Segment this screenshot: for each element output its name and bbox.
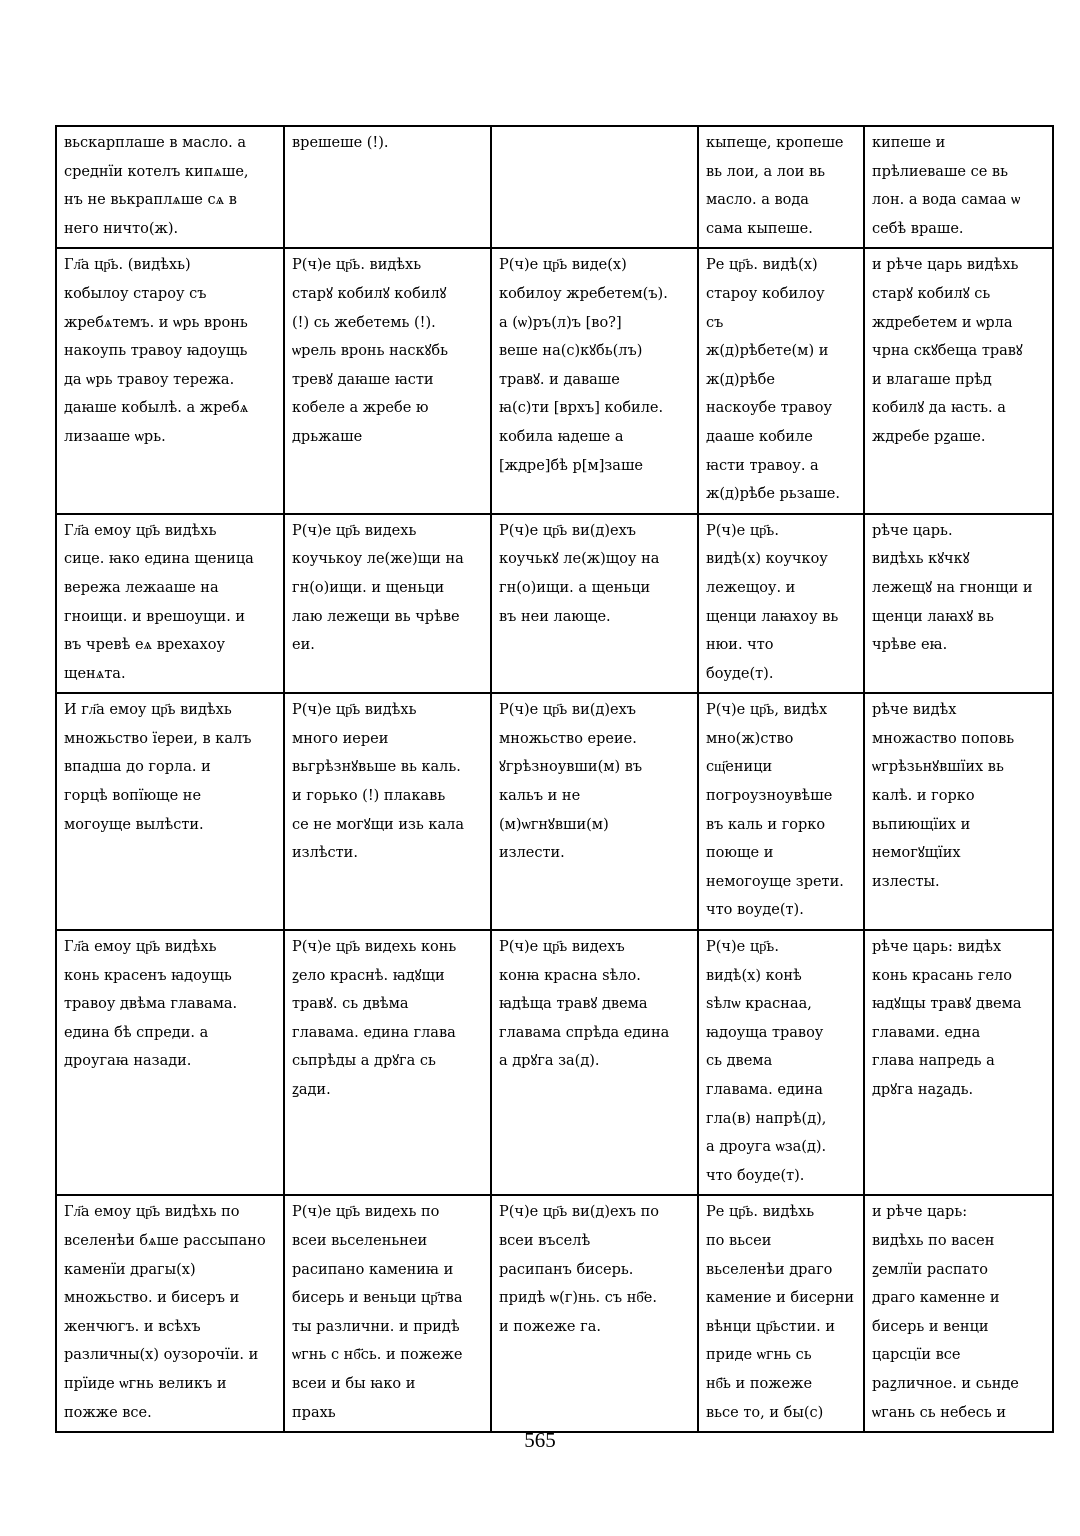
- table-row: [56, 126, 1053, 248]
- table-cell: рѣче царь. видѣхь кꙋчкꙋ лежещꙋ на гнонщи и щенци лаꙗхꙋ вь чрѣве еꙗ.: [864, 514, 1053, 694]
- table-cell: Ре цр҃ь. видѣхь по вьсеи вьселенѣи драго камение и бисерни вѣнци цр҃ьстии. и приде ѡгнь сь нб҃ь и пожеже вьсе то, и бы(с): [698, 1195, 864, 1432]
- table-cell: Гл҃а цр҃ь. (видѣхь) кобылоу староу съ жребѧтемъ. и ѡрь вронь накоупь травоу ꙗдоущь да ѡрь травоу тережа. даꙗше кобылѣ. а жребѧ лизааше ѡрь.: [56, 248, 284, 513]
- table-cell: и рѣче царь: видѣхь по васен ꙁемлїи распато драго каменне и бисерь и венци царсцїи все раꙁличное. и сьнде ѡгань сь небесь и: [864, 1195, 1053, 1432]
- table-cell: [491, 126, 698, 248]
- table-row: [56, 514, 1053, 694]
- table-cell: Р(ч)е цр҃ь. видѣ(х) коучкоу лежещоу. и щенци лаꙗхоу вь нюи. что боуде(т).: [698, 514, 864, 694]
- table-cell: Р(ч)е цр҃ь. видѣхь старꙋ кобилꙋ кобилꙋ (!) сь жебетемь (!). ѡрель вронь наскꙋбь тревꙋ даꙗше ꙗсти кобеле а жребе ю дрьжаше: [284, 248, 491, 513]
- table-row: [56, 1195, 1053, 1432]
- table-cell: Р(ч)е цр҃ь видехь коучькоу ле(же)щи на гн(о)ищи. и щеньци лаю лежещи вь чрѣве еи.: [284, 514, 491, 694]
- text-comparison-table: [55, 125, 1054, 1433]
- table-cell: Гл҃а емоу цр҃ь видѣхь по вселенѣи бѧше рассыпано каменїи драгы(х) множьство. и бисеръ и женчюгъ. и всѣхъ различны(х) оузорочїи. и прїиде ѡгнь великъ и пожже все.: [56, 1195, 284, 1432]
- table-cell: Р(ч)е цр҃ь ви(д)ехъ по всеи въселѣ расипанъ бисерь. придѣ ѡ(г)нь. съ нб҃е. и пожеже га.: [491, 1195, 698, 1432]
- table-cell: Р(ч)е цр҃ь видѣхь много иереи вьгрѣзнꙋвьше вь каль. и горько (!) плакавь се не могꙋщи изь кала излѣсти.: [284, 693, 491, 930]
- table-cell: врешеше (!).: [284, 126, 491, 248]
- table-cell: рѣче царь: видѣх конь красань гело ꙗдꙋщы травꙋ двема главами. една глава напредь а дрꙋга наꙁадь.: [864, 930, 1053, 1195]
- table-cell: кыпеще, кропеше вь лои, а лои вь масло. а вода сама кыпеше.: [698, 126, 864, 248]
- page-number: 565: [524, 1428, 556, 1452]
- table-cell: Р(ч)е цр҃ь. видѣ(х) конѣ ѕѣлѡ краснаа, ꙗдоуща травоу сь двема главама. едина гла(в) напрѣ(д), а дроуга ѡза(д). что боуде(т).: [698, 930, 864, 1195]
- table-cell: Гл҃а емоу цр҃ь видѣхь конь красенъ ꙗдоущь травоу двѣма главама. едина бѣ спреди. а дроугаꙗ назади.: [56, 930, 284, 1195]
- table-cell: кипеше и прѣлиеваше се вь лон. а вода самаа ѡ себѣ враше.: [864, 126, 1053, 248]
- table-cell: Ре цр҃ь. видѣ(х) староу кобилоу съ ж(д)рѣбете(м) и ж(д)рѣбе наскоубе травоу дааше кобиле ꙗсти травоу. а ж(д)рѣбе рьзаше.: [698, 248, 864, 513]
- table-cell: Р(ч)е цр҃ь виде(х) кобилоу жребетем(ъ). а (ѡ)ръ(л)ъ [во?] веше на(с)кꙋбь(лъ) травꙋ. и даваше ꙗ(с)ти [врхъ] кобиле. кобила ꙗдеше а [ждре]бѣ р[м]заше: [491, 248, 698, 513]
- table-row: [56, 248, 1053, 513]
- table-cell: Р(ч)е цр҃ь ви(д)ехъ коучькꙋ ле(ж)щоу на гн(о)ищи. а щеньци въ неи лающе.: [491, 514, 698, 694]
- table-cell: и рѣче царь видѣхь старꙋ кобилꙋ сь ждребетем и ѡрла чрна скꙋбеща травꙋ и влагаше прѣд кобилꙋ да ꙗсть. а ждребе рꙁаше.: [864, 248, 1053, 513]
- table-cell: вьскарплаше в масло. а среднїи котелъ кипѧше, нъ не вькраплѧше сѧ в него ничто(ж).: [56, 126, 284, 248]
- table-row: [56, 693, 1053, 930]
- table-cell: Р(ч)е цр҃ь, видѣх мно(ж)ство сщ҃еници погроузноувѣше въ каль и горко поюще и немогоуще зрети. что воуде(т).: [698, 693, 864, 930]
- table-cell: Гл҃а емоу цр҃ь видѣхь сице. ꙗко едина щеница вережа лежааше на гноищи. и врешоущи. и въ чревѣ еѧ врехахоу щенѧта.: [56, 514, 284, 694]
- table-cell: Р(ч)е цр҃ь ви(д)ехъ множьство ереие. ꙋгрѣзноувши(м) въ кальъ и не (м)ѡгнꙋвши(м) излести.: [491, 693, 698, 930]
- table-cell: Р(ч)е цр҃ь видехь конь ꙁело краснѣ. ꙗдꙋщи травꙋ. сь двѣма главама. едина глава сьпрѣды а дрꙋга сь ꙁади.: [284, 930, 491, 1195]
- table-cell: И гл҃а емоу цр҃ь видѣхь множьство їереи, в калъ впадша до горла. и горцѣ вопїюще не могоуще вылѣсти.: [56, 693, 284, 930]
- table-cell: Р(ч)е цр҃ь видехъ конꙗ красна ѕѣло. ꙗдѣща травꙋ двема главама спрѣда едина а дрꙋга за(д).: [491, 930, 698, 1195]
- table-cell: рѣче видѣх множаство поповь ѡгрѣзьнꙋвшїих вь калѣ. и горко вьпиющїих и немогꙋщїих излесты.: [864, 693, 1053, 930]
- table-row: [56, 930, 1053, 1195]
- table-cell: Р(ч)е цр҃ь видехь по всеи вьселеньнеи расипано камениꙗ и бисерь и веньци цр҃тва ты различни. и придѣ ѡгнь с нб҃сь. и пожеже всеи и бы ꙗко и прахь: [284, 1195, 491, 1432]
